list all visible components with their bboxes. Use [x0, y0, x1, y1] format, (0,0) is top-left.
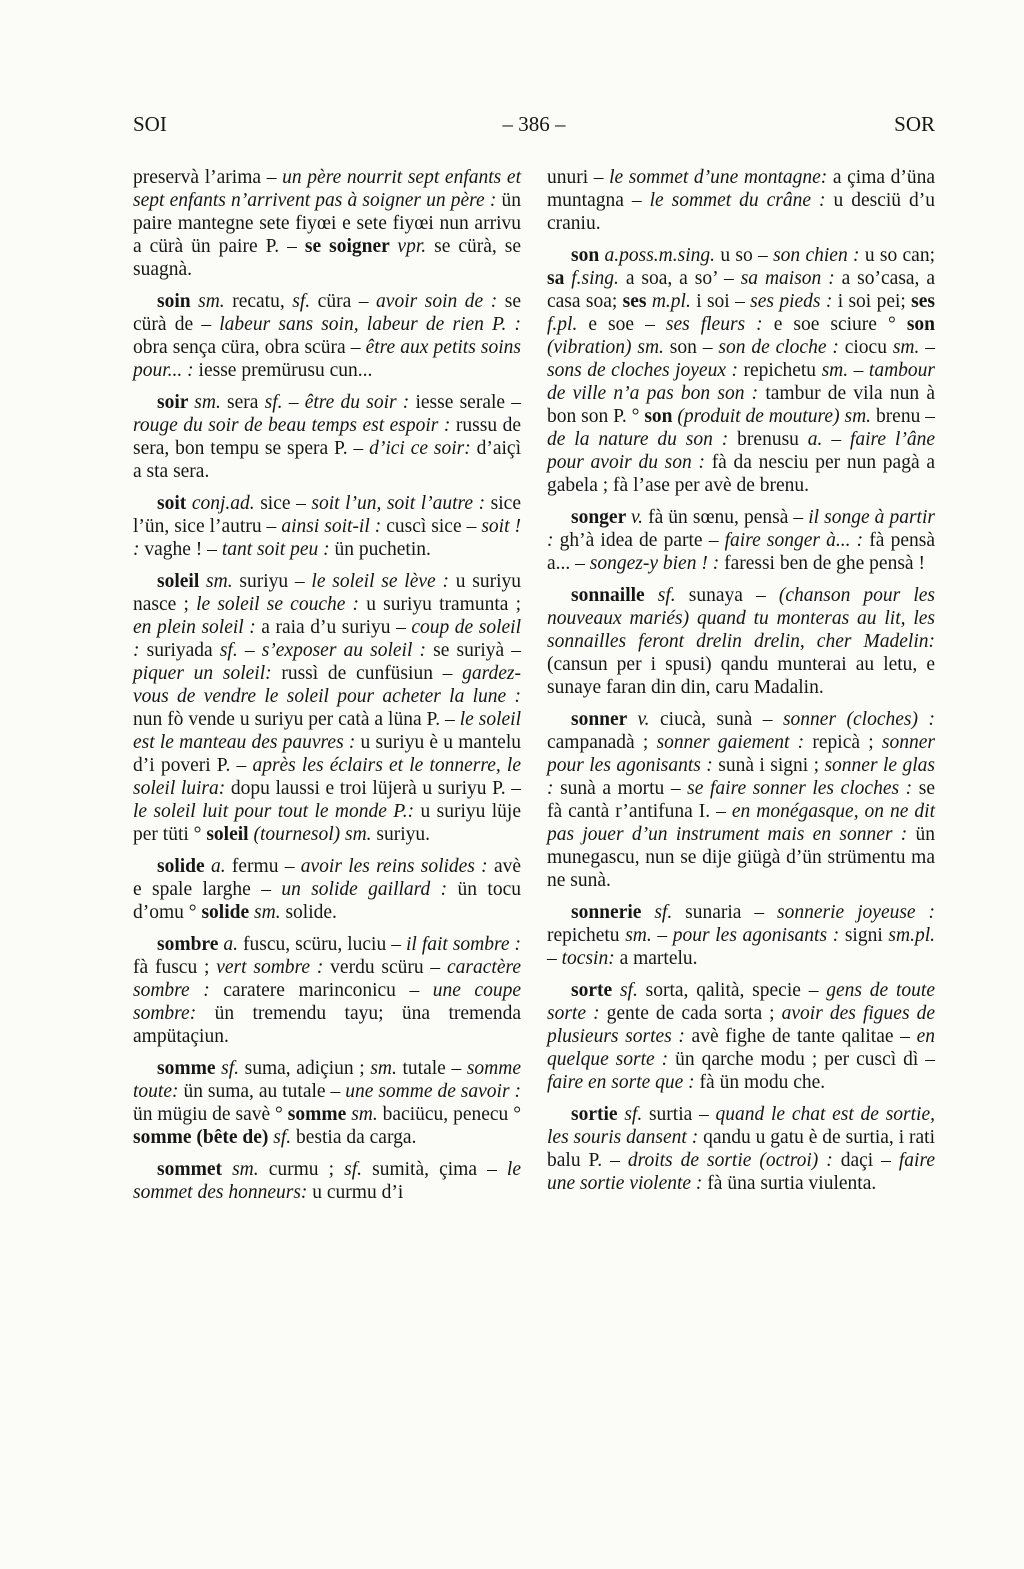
entry-soin: soin sm. recatu, sf. cüra – avoir soin de : se cürà de – labeur sans soin, labeur de rien P. : obra sença cüra, obra scüra – être aux petits soins pour... : iesse premürusu cun...	[133, 291, 521, 381]
page-number: – 386 –	[502, 112, 566, 136]
entry-soleil: soleil sm. suriyu – le soleil se lève : u suriyu nasce ; le soleil se couche : u suriyu tramunta ; en plein soleil : a raia d’u suriyu – coup de soleil : suriyada sf. – s’exposer au soleil : se suriyà – piquer un soleil: russì de cunfüsiun – gardez-vous de vendre le soleil pour acheter la lune : nun fò vende u suriyu per catà a lüna P. – le soleil est le manteau des pauvres : u suriyu è u mantelu d’i poveri P. – après les éclairs et le tonnerre, le soleil luira: dopu laussi e troi lüjerà u suriyu P. – le soleil luit pour tout le monde P.: u suriyu lüje per tüti ° soleil (tournesol) sm. suriyu.	[133, 571, 522, 845]
entry-songer: songer v. fà ün sœnu, pensà – il songe à partir : gh’à idea de parte – faire songer à... : fà pensà a... – songez-y bien ! : faressi ben de ghe pensà !	[547, 507, 935, 574]
entry-sonnerie: sonnerie sf. sunaria – sonnerie joyeuse : repichetu sm. – pour les agonisants : signi sm.pl. – tocsin: a martelu.	[547, 902, 936, 969]
entry-soit: soit conj.ad. sice – soit l’un, soit l’autre : sice l’ün, sice l’autru – ainsi soit-il : cuscì sice – soit ! : vaghe ! – tant soit peu : ün puchetin.	[133, 493, 522, 560]
entry-sommet: sommet sm. curmu ; sf. sumità, çima – le sommet des honneurs: u curmu d’i	[133, 1159, 521, 1203]
entry-sommet-continuation: unuri – le sommet d’une montagne: a çima d’üna muntagna – le sommet du crâne : u desciü d’u craniu.	[547, 167, 936, 234]
entry-solide: solide a. fermu – avoir les reins solides : avè e spale larghe – un solide gaillard : ün tocu d’omu ° solide sm. solide.	[133, 856, 522, 923]
entry-sombre: sombre a. fuscu, scüru, luciu – il fait sombre : fà fuscu ; vert sombre : verdu scüru – caractère sombre : caratere marinconicu – une coupe sombre: ün tremendu tayu; üna tremenda ampütaçiun.	[133, 934, 522, 1047]
right-column	[547, 166, 935, 1213]
entry-somme: somme sf. suma, adiçiun ; sm. tutale – somme toute: ün suma, au tutale – une somme de savoir : ün mügiu de savè ° somme sm. baciücu, penecu ° somme (bête de) sf. bestia da carga.	[133, 1058, 522, 1148]
entry-son: son a.poss.m.sing. u so – son chien : u so can; sa f.sing. a soa, a so’ – sa maison : a so’casa, a casa soa; ses m.pl. i soi – ses pieds : i soi pei; ses f.pl. e soe – ses fleurs : e soe sciure ° son (vibration) sm. son – son de cloche : ciocu sm. – sons de cloches joyeux : repichetu sm. – tambour de ville n’a pas bon son : tambur de vila nun à bon son P. ° son (produit de mouture) sm. brenu – de la nature du son : brenusu a. – faire l’âne pour avoir du son : fà da nesciu per nun pagà a gabela ; fà l’ase per avè de brenu.	[547, 245, 936, 496]
left-column	[133, 166, 521, 1213]
header-right-keyword: SOR	[894, 112, 935, 136]
entry-sorte: sorte sf. sorta, qalità, specie – gens de toute sorte : gente de cada sorta ; avoir des figues de plusieurs sortes : avè fighe de tante qalitae – en quelque sorte : ün qarche modu ; per cuscì dì – faire en sorte que : fà ün modu che.	[547, 980, 936, 1093]
entry-sonnaille: sonnaille sf. sunaya – (chanson pour les nouveaux mariés) quand tu monteras au lit, les sonnailles feront drelin drelin, cher Madelin: (cansun per i spusi) qandu munterai au letu, e sunaye faran din din, caru Madalin.	[547, 585, 935, 698]
entry-sonner: sonner v. ciucà, sunà – sonner (cloches) : campanadà ; sonner gaiement : repicà ; sonner pour les agonisants : sunà i signi ; sonner le glas : sunà a mortu – se faire sonner les cloches : se fà cantà r’antifuna I. – en monégasque, on ne dit pas jouer d’un instrument mais en sonner : ün munegascu, nun se dije giügà d’ün strümentu ma ne sunà.	[547, 709, 935, 891]
entry-soigner-continuation: preservà l’arima – un père nourrit sept enfants et sept enfants n’arrivent pas à soigner un père : ün paire mantegne sete fiyœi e sete fiyœi nun arrivu a cürà ün paire P. – se soigner vpr. se cürà, se suagnà.	[133, 167, 522, 280]
text-columns	[133, 166, 935, 1213]
entry-sortie: sortie sf. surtia – quand le chat est de sortie, les souris dansent : qandu u gatu è de surtia, i rati balu P. – droits de sortie (octroi) : daçi – faire une sortie violente : fà üna surtia viulenta.	[547, 1104, 936, 1194]
running-head	[133, 112, 935, 136]
header-left-keyword: SOI	[133, 112, 167, 136]
entry-soir: soir sm. sera sf. – être du soir : iesse serale – rouge du soir de beau temps est espoir : russu de sera, bon tempu se spera P. – d’ici ce soir: d’aiçì a sta sera.	[133, 392, 522, 482]
